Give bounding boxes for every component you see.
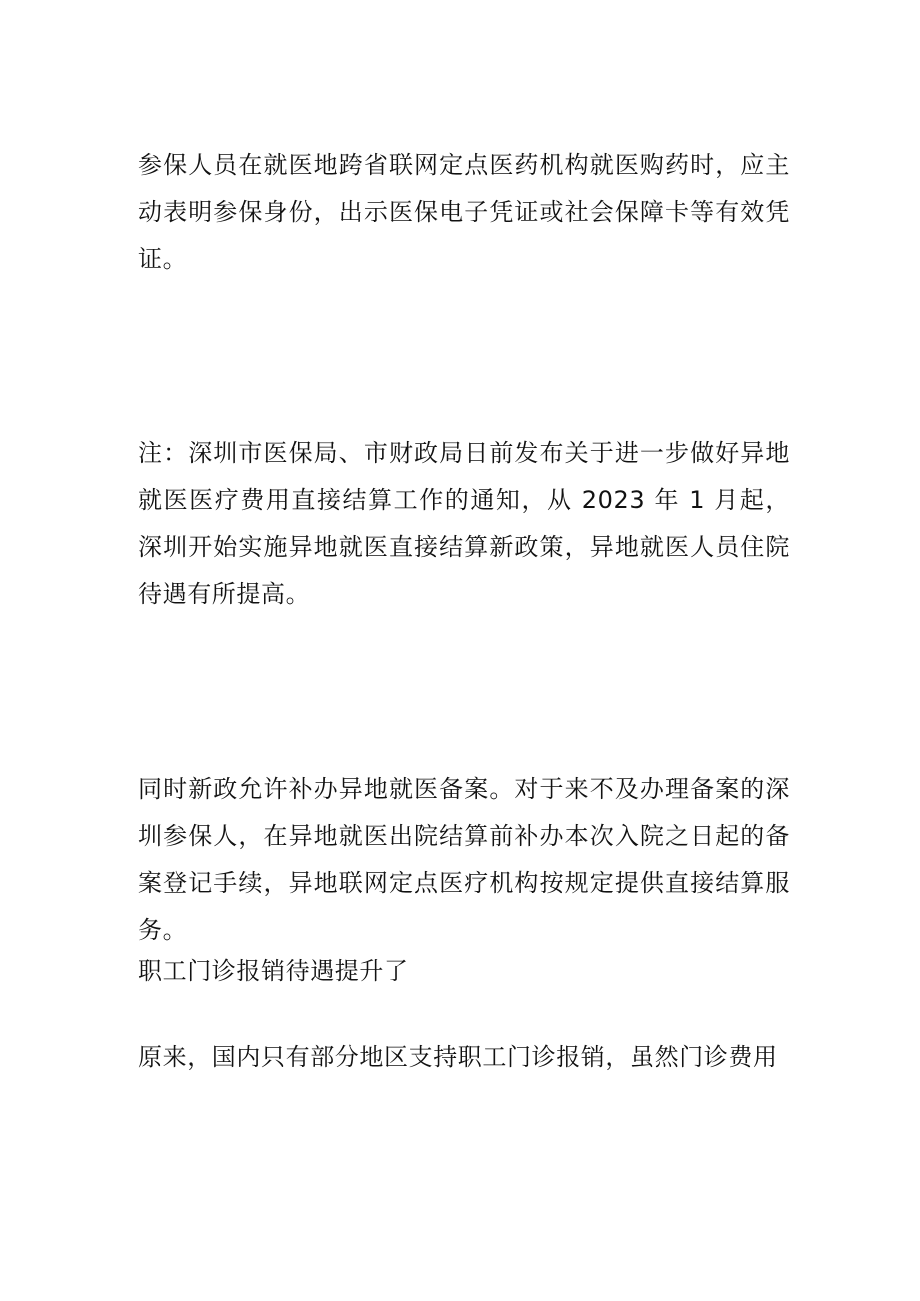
paragraph-outpatient-reimbursement: 原来，国内只有部分地区支持职工门诊报销，虽然门诊费用 [138,1043,778,1071]
paragraph-shenzhen-policy-note: 注：深圳市医保局、市财政局日前发布关于进一步做好异地就医医疗费用直接结算工作的通知，从 2023 年 1 月起，深圳开始实施异地就医直接结算新政策，异地就医人员住院待遇有所提高。 [138,439,790,608]
paragraph-insured-identity: 参保人员在就医地跨省联网定点医药机构就医购药时，应主动表明参保身份，出示医保电子凭证或社会保障卡等有效凭证。 [138,151,790,273]
section-heading-outpatient: 职工门诊报销待遇提升了 [138,957,409,985]
paragraph-supplementary-filing: 同时新政允许补办异地就医备案。对于来不及办理备案的深圳参保人，在异地就医出院结算前补办本次入院之日起的备案登记手续，异地联网定点医疗机构按规定提供直接结算服务。 [138,775,790,944]
